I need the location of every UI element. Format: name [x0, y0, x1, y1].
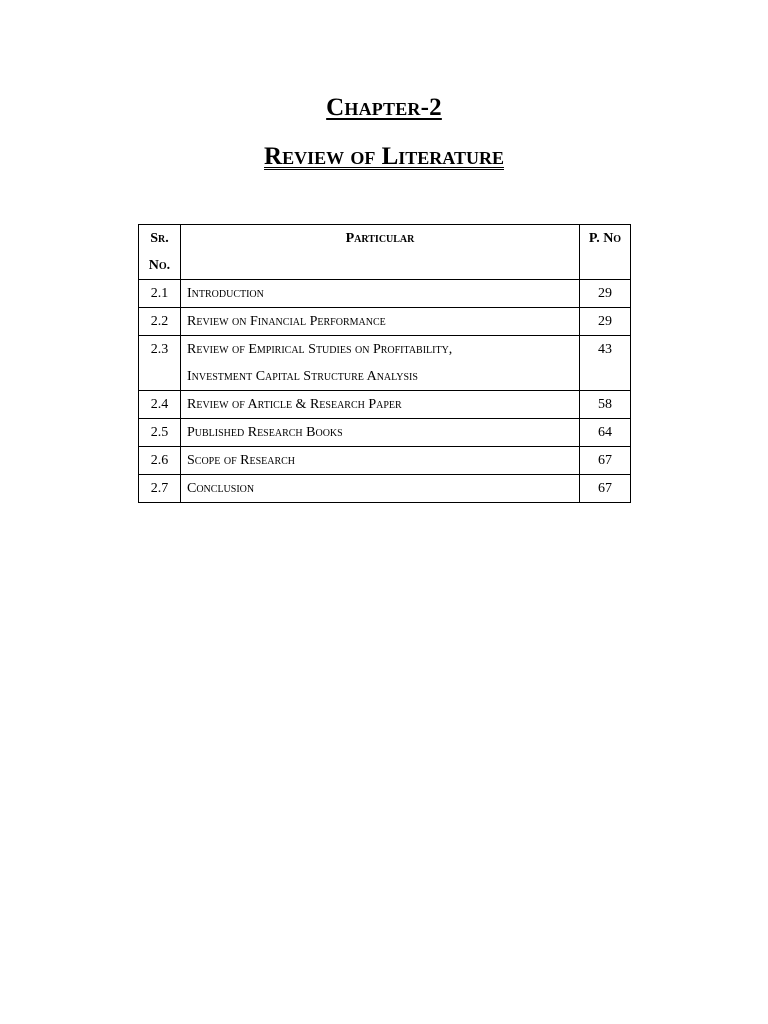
row-page: 29 — [580, 308, 631, 336]
table-row — [139, 280, 631, 308]
row-particular: Review of Empirical Studies on Profitability, Investment Capital Structure Analysis — [181, 336, 580, 391]
row-particular: Published Research Books — [181, 419, 580, 447]
row-sr: 2.4 — [139, 391, 181, 419]
chapter-title-text: Chapter-2 — [326, 94, 442, 121]
row-page: 67 — [580, 447, 631, 475]
table-row — [139, 336, 631, 391]
table-row — [139, 475, 631, 503]
row-particular: Conclusion — [181, 475, 580, 503]
header-sr-no: Sr. No. — [139, 225, 181, 280]
row-particular: Introduction — [181, 280, 580, 308]
header-page-no: P. No — [580, 225, 631, 280]
row-sr: 2.6 — [139, 447, 181, 475]
table-row — [139, 419, 631, 447]
row-page: 43 — [580, 336, 631, 391]
row-page: 67 — [580, 475, 631, 503]
chapter-title — [0, 94, 768, 122]
section-title — [0, 143, 768, 171]
row-sr: 2.7 — [139, 475, 181, 503]
row-page: 58 — [580, 391, 631, 419]
table-row — [139, 447, 631, 475]
row-sr: 2.3 — [139, 336, 181, 391]
contents-table — [138, 224, 631, 503]
table-header-row — [139, 225, 631, 280]
row-page: 29 — [580, 280, 631, 308]
row-particular: Review on Financial Performance — [181, 308, 580, 336]
table-row — [139, 391, 631, 419]
row-sr: 2.2 — [139, 308, 181, 336]
table-row — [139, 308, 631, 336]
row-particular: Scope of Research — [181, 447, 580, 475]
row-sr: 2.1 — [139, 280, 181, 308]
row-particular: Review of Article & Research Paper — [181, 391, 580, 419]
row-sr: 2.5 — [139, 419, 181, 447]
row-page: 64 — [580, 419, 631, 447]
section-title-text: Review of Literature — [264, 143, 504, 170]
header-particular: Particular — [181, 225, 580, 280]
